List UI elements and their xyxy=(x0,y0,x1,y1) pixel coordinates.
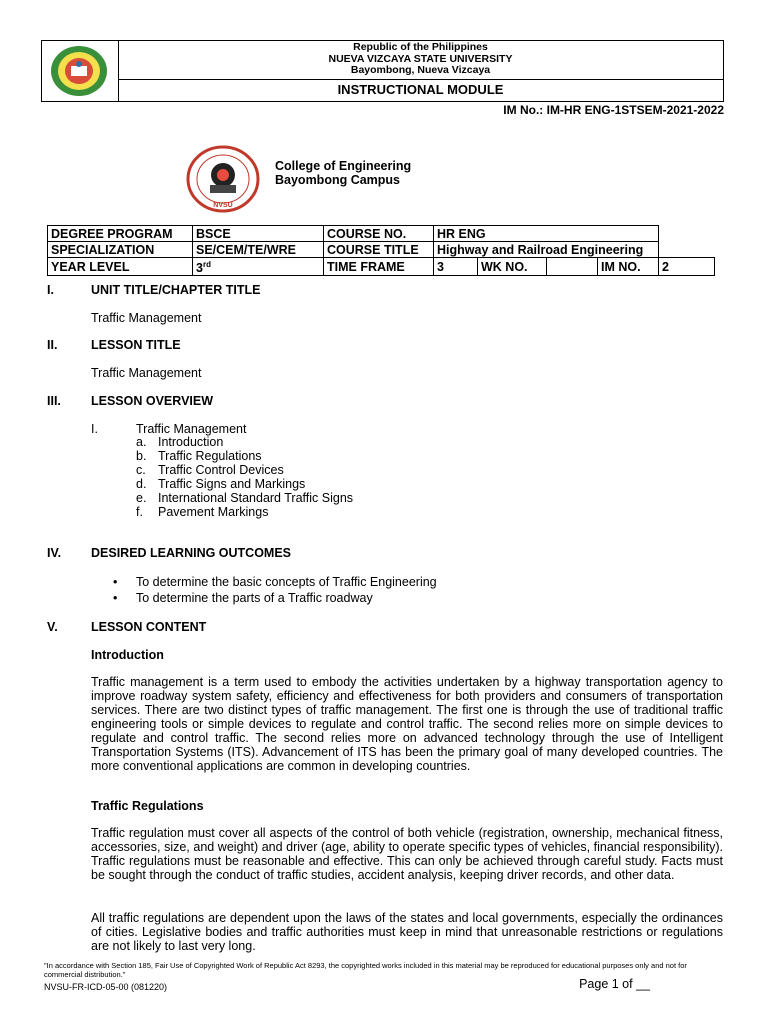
college-of-engineering-seal-icon xyxy=(186,145,260,213)
wk-no-label: WK NO. xyxy=(478,258,547,276)
section-2-heading: II. LESSON TITLE xyxy=(47,338,181,352)
list-item: e. International Standard Traffic Signs xyxy=(136,491,354,505)
list-item: • To determine the basic concepts of Traffic Engineering xyxy=(113,575,437,589)
specialization-value: SE/CEM/TE/WRE xyxy=(193,242,324,258)
college-name: College of Engineering xyxy=(275,159,412,173)
module-title: INSTRUCTIONAL MODULE xyxy=(337,82,504,97)
course-title-label: COURSE TITLE xyxy=(324,242,434,258)
year-level-label: YEAR LEVEL xyxy=(48,258,193,276)
university-name: NUEVA VIZCAYA STATE UNIVERSITY xyxy=(328,52,513,65)
institution-block xyxy=(118,41,723,80)
year-level-value: 3rd xyxy=(193,258,324,276)
outline-heading: I. Traffic Management xyxy=(91,422,247,436)
introduction-heading: Introduction xyxy=(91,648,164,662)
college-block xyxy=(275,159,411,187)
form-code: NVSU-FR-ICD-05-00 (081220) xyxy=(44,982,168,992)
section-5-heading: V. LESSON CONTENT xyxy=(47,620,207,634)
list-item: f. Pavement Markings xyxy=(136,505,269,519)
list-item: c. Traffic Control Devices xyxy=(136,463,284,477)
table-row xyxy=(48,258,715,276)
regulations-paragraph-1: Traffic regulation must cover all aspects of the control of both vehicle (registration, ownership, mechanical fitness, accessories, size, and weight) and driver (age, ability to operate specific types of vehicles, financial responsibility). Traffic regulations must be reasonable and effective. This can only be achieved through careful study. Facts must be sought through the conduct of traffic studies, accident analysis, keeping driver records, and other data. xyxy=(91,826,723,882)
course-no-value: HR ENG xyxy=(434,226,659,242)
college-campus: Bayombong Campus xyxy=(275,173,401,187)
section-1-text: Traffic Management xyxy=(91,311,202,325)
university-seal-icon xyxy=(49,44,109,98)
regulations-paragraph-2: All traffic regulations are dependent upon the laws of the states and local governments, especially the ordinances of cities. Legislative bodies and traffic authorities must keep in mind that unreasonable restrictions or regulations are not likely to last very long. xyxy=(91,911,723,953)
outline-list xyxy=(136,435,353,519)
section-1-heading: I. UNIT TITLE/CHAPTER TITLE xyxy=(47,283,261,297)
degree-label: DEGREE PROGRAM xyxy=(48,226,193,242)
list-item: b. Traffic Regulations xyxy=(136,449,262,463)
page-number: Page 1 of __ xyxy=(579,977,650,991)
im-no-value: 2 xyxy=(659,258,715,276)
table-row xyxy=(48,242,715,258)
traffic-regulations-heading: Traffic Regulations xyxy=(91,799,204,813)
copyright-disclaimer: "In accordance with Section 185, Fair Use of Copyrighted Work of Republic Act 8293, the copyrighted works included in this material may be reproduced for educational purposes only and not for commercial distribution." xyxy=(44,961,687,979)
degree-value: BSCE xyxy=(193,226,324,242)
section-2-text: Traffic Management xyxy=(91,366,202,380)
republic-line: Republic of the Philippines xyxy=(353,41,488,53)
list-item: • To determine the parts of a Traffic roadway xyxy=(113,591,373,605)
course-title-value: Highway and Railroad Engineering xyxy=(434,242,659,258)
table-row xyxy=(48,226,715,242)
section-4-heading: IV. DESIRED LEARNING OUTCOMES xyxy=(47,546,292,560)
im-number: IM No.: IM-HR ENG-1STSEM-2021-2022 xyxy=(503,103,724,117)
university-logo-cell xyxy=(42,41,119,101)
list-item: d. Traffic Signs and Markings xyxy=(136,477,306,491)
course-info-table xyxy=(47,225,715,276)
outcomes-list xyxy=(113,574,437,606)
im-no-label: IM NO. xyxy=(598,258,659,276)
time-frame-value: 3 xyxy=(434,258,478,276)
wk-no-value xyxy=(547,258,598,276)
specialization-label: SPECIALIZATION xyxy=(48,242,193,258)
header-box xyxy=(41,40,724,102)
time-frame-label: TIME FRAME xyxy=(324,258,434,276)
section-3-heading: III. LESSON OVERVIEW xyxy=(47,394,214,408)
introduction-paragraph: Traffic management is a term used to embody the activities undertaken by a highway transportation agency to improve roadway system safety, efficiency and effectiveness for both providers and consumers of transportation services. There are two distinct types of traffic management. The first one is through the use of traditional traffic engineering tools or simple devices to regulate and control traffic. The second relies more on simple devices to regulate and control traffic. The second relies more on advanced technology through the use of Intelligent Transportation Systems (ITS). Advancement of ITS has been the primary goal of many developed countries. The more conventional applications are common in developing countries. xyxy=(91,675,723,773)
list-item: a. Introduction xyxy=(136,435,224,449)
course-no-label: COURSE NO. xyxy=(324,226,434,242)
svg-text:NVSU: NVSU xyxy=(213,202,233,209)
university-location: Bayombong, Nueva Vizcaya xyxy=(350,64,491,76)
